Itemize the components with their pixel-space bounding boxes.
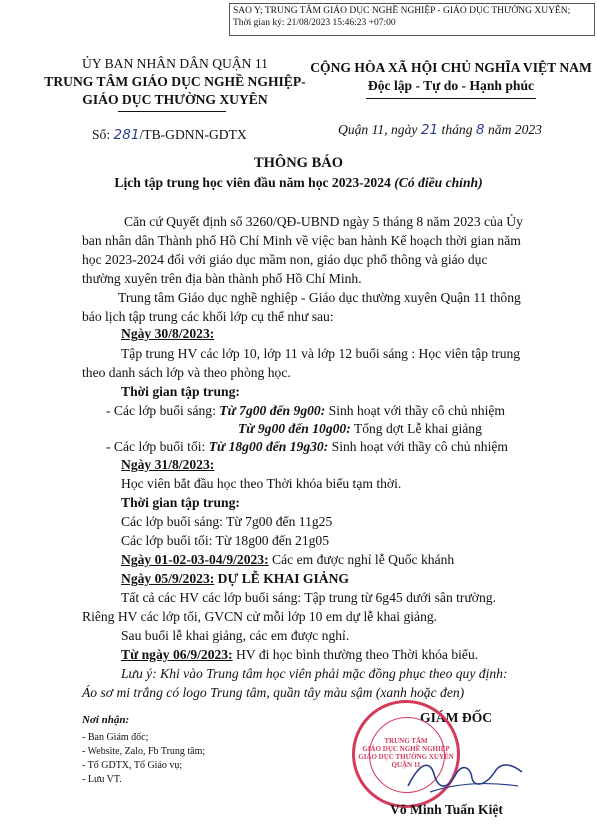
recipient-2: - Website, Zalo, Fb Trung tâm; xyxy=(82,746,206,757)
day2-line2: Các lớp buổi sáng: Từ 7g00 đến 11g25 xyxy=(121,514,333,529)
date-year: năm 2023 xyxy=(487,122,542,137)
stamp-line-2: GIÁO DỤC NGHỀ NGHIỆP xyxy=(362,745,450,753)
day2-heading: Ngày 31/8/2023: xyxy=(121,457,215,472)
doc-number-suffix: /TB-GDNN-GDTX xyxy=(139,127,247,142)
day2-line3: Các lớp buổi tối: Từ 18g00 đến 21g05 xyxy=(121,533,330,548)
place-date xyxy=(338,122,542,138)
doc-subtitle xyxy=(0,175,597,191)
org-parent: ỦY BAN NHÂN DÂN QUẬN 11 xyxy=(82,56,268,71)
note-line1: Lưu ý: Khi vào Trung tâm học viên phải mặc đồng phục theo quy định: xyxy=(121,666,508,681)
org-name-2: GIÁO DỤC THƯỜNG XUYÊN xyxy=(82,92,268,107)
recipient-1: - Ban Giám đốc; xyxy=(82,732,149,743)
digital-signature-box xyxy=(229,3,595,36)
para2-line2: báo lịch tập trung các khối lớp cụ thể như sau: xyxy=(82,309,334,324)
handwritten-signature xyxy=(400,752,530,802)
date-month-label: tháng xyxy=(441,122,473,137)
doc-title: THÔNG BÁO xyxy=(253,155,344,171)
national-title: CỘNG HÒA XÃ HỘI CHỦ NGHĨA VIỆT NAM xyxy=(310,60,592,75)
day4-line1: Tất cả các HV các lớp buổi sáng: Tập trung từ 6g45 dưới sân trường. xyxy=(121,590,496,605)
day4-line2: Riêng HV các lớp tối, GVCN cử mỗi lớp 10 em dự lễ khai giảng. xyxy=(82,609,438,624)
day2-line1: Học viên bắt đầu học theo Thời khóa biểu tạm thời. xyxy=(121,476,402,491)
day4-heading: Ngày 05/9/2023: xyxy=(121,571,215,586)
day5-text: HV đi học bình thường theo Thời khóa biểu. xyxy=(236,647,479,662)
signature-line-1: SAO Y; TRUNG TÂM GIÁO DỤC NGHỀ NGHIỆP - GIÁO DỤC THƯỜNG XUYÊN; xyxy=(233,6,571,16)
para1-line2: ban nhân dân Thành phố Hồ Chí Minh về việc ban hành Kế hoạch thời gian năm xyxy=(82,233,521,248)
signer-title: GIÁM ĐỐC xyxy=(420,710,493,725)
morning-time-2: Từ 9g00 đến 10g00: xyxy=(238,421,351,436)
day4 xyxy=(121,571,349,587)
subtitle-note: (Có điều chỉnh) xyxy=(394,175,483,190)
day3 xyxy=(121,552,454,568)
header-left-divider xyxy=(118,111,226,112)
day1-line1: Tập trung HV các lớp 10, lớp 11 và lớp 12 buổi sáng : Học viên tập trung xyxy=(121,346,521,361)
national-motto: Độc lập - Tự do - Hạnh phúc xyxy=(367,78,535,93)
day5 xyxy=(121,647,478,663)
evening-slot xyxy=(106,439,508,455)
stamp-line-4: QUẬN 11 xyxy=(391,761,421,769)
day1-heading: Ngày 30/8/2023: xyxy=(121,326,215,341)
signer-name: Võ Minh Tuấn Kiệt xyxy=(390,802,503,817)
day3-text: Các em được nghỉ lễ Quốc khánh xyxy=(272,552,455,567)
stamp-line-1: TRUNG TÂM xyxy=(384,737,428,745)
doc-number-prefix: Số: xyxy=(92,127,111,142)
morning-label: - Các lớp buổi sáng: xyxy=(106,403,216,418)
recipients-heading: Nơi nhận: xyxy=(82,714,130,726)
note-line2: Áo sơ mi trắng có logo Trung tâm, quần tây màu sậm (xanh hoặc đen) xyxy=(82,685,465,700)
day4-line3: Sau buổi lễ khai giảng, các em được nghỉ. xyxy=(121,628,350,643)
para2-line1: Trung tâm Giáo dục nghề nghiệp - Giáo dục thường xuyên Quận 11 thông xyxy=(118,290,521,305)
date-prefix: Quận 11, ngày xyxy=(338,122,418,137)
para1-line1: Căn cứ Quyết định số 3260/QĐ-UBND ngày 5 tháng 8 năm 2023 của Ủy xyxy=(124,214,523,229)
date-month: 8 xyxy=(475,122,485,138)
recipient-3: - Tổ GDTX, Tổ Giáo vụ; xyxy=(82,760,183,771)
para1-line4: thường xuyên trên địa bàn thành phố Hồ Chí Minh. xyxy=(82,271,362,286)
org-name-1: TRUNG TÂM GIÁO DỤC NGHỀ NGHIỆP- xyxy=(44,74,306,89)
evening-activity: Sinh hoạt với thầy cô chủ nhiệm xyxy=(331,439,508,454)
morning-time-1: Từ 7g00 đến 9g00: xyxy=(219,403,326,418)
doc-number-handwritten: 281 xyxy=(113,127,140,143)
header-right-divider xyxy=(366,98,536,99)
day1-line2: theo danh sách lớp và theo phòng học. xyxy=(82,365,291,380)
morning-activity-2: Tổng dợt Lễ khai giảng xyxy=(353,421,482,436)
morning-slot-1 xyxy=(106,403,505,419)
day4-text: DỰ LỄ KHAI GIẢNG xyxy=(217,571,349,586)
doc-number xyxy=(92,127,247,143)
recipient-4: - Lưu VT. xyxy=(82,774,122,785)
para1-line3: học 2023-2024 đối với giáo dục mầm non, giáo dục phổ thông và giáo dục xyxy=(82,252,488,267)
day5-heading: Từ ngày 06/9/2023: xyxy=(121,647,233,662)
time-heading-2: Thời gian tập trung: xyxy=(121,495,240,510)
evening-label: - Các lớp buổi tối: xyxy=(106,439,206,454)
date-day: 21 xyxy=(420,122,439,138)
evening-time: Từ 18g00 đến 19g30: xyxy=(208,439,329,454)
morning-activity-1: Sinh hoạt với thầy cô chủ nhiệm xyxy=(328,403,505,418)
day3-heading: Ngày 01-02-03-04/9/2023: xyxy=(121,552,269,567)
subtitle-main: Lịch tập trung học viên đầu năm học 2023-2024 xyxy=(114,175,391,190)
morning-slot-2 xyxy=(238,421,482,437)
stamp-line-3: GIÁO DỤC THƯỜNG XUYÊN xyxy=(358,753,454,761)
signature-line-2: Thời gian ký: 21/08/2023 15:46:23 +07:00 xyxy=(233,18,396,28)
time-heading-1: Thời gian tập trung: xyxy=(121,384,240,399)
